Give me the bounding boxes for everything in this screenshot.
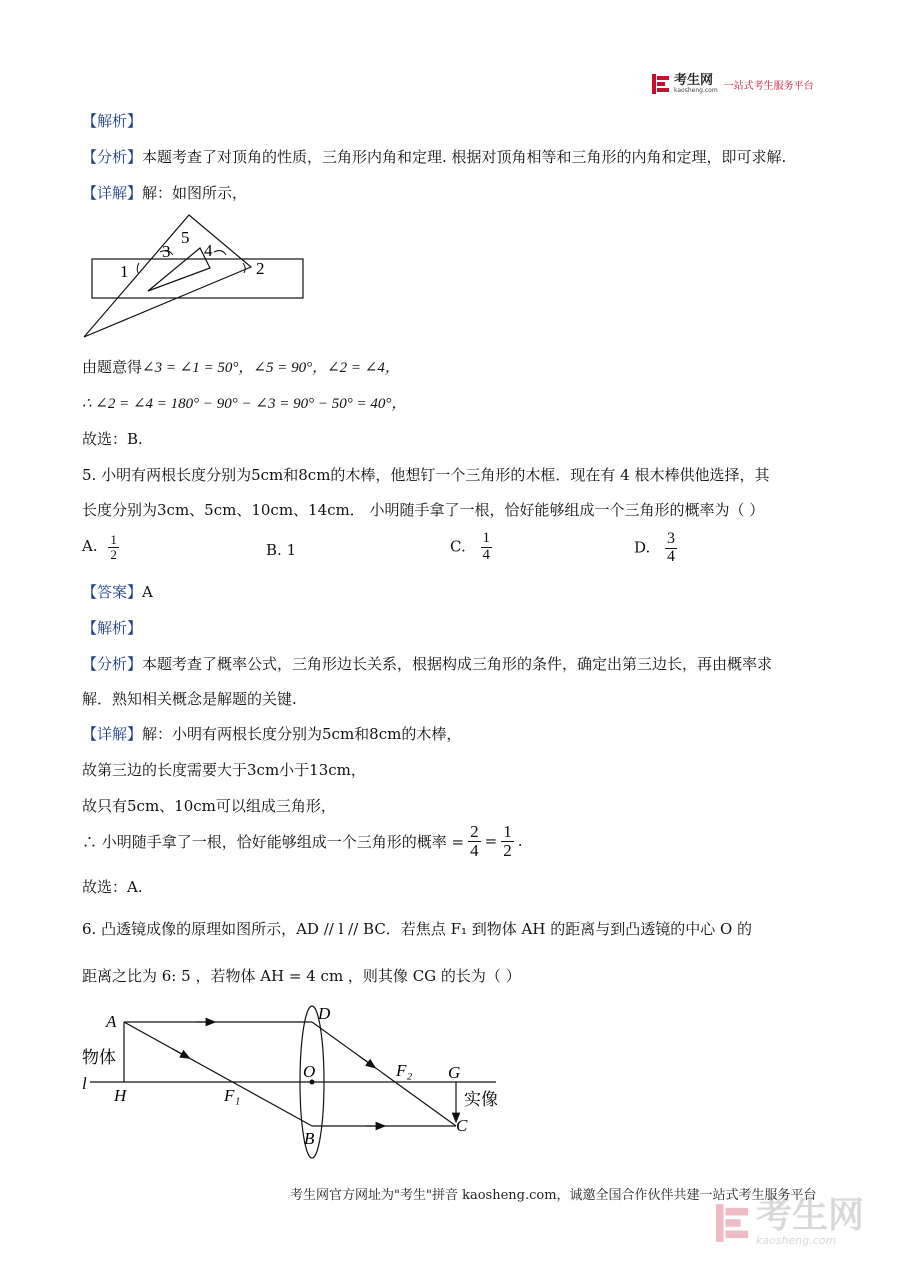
q5-fenxi-tag: 【分析】 bbox=[82, 655, 143, 673]
label-b: B bbox=[304, 1129, 315, 1148]
label-a: A bbox=[106, 1012, 117, 1031]
q5-line4-suffix: . bbox=[517, 832, 523, 851]
q4-fenxi-tag: 【分析】 bbox=[82, 148, 143, 166]
header-logo bbox=[652, 72, 814, 96]
label-c: C bbox=[456, 1116, 468, 1135]
option-a-den: 2 bbox=[110, 546, 117, 562]
label-o: O bbox=[303, 1062, 316, 1081]
large-triangle bbox=[84, 215, 251, 337]
watermark-logo-icon bbox=[716, 1203, 750, 1243]
q5-line4-prefix: ∴ 小明随手拿了一根，恰好能够组成一个三角形的概率 = bbox=[82, 832, 465, 851]
frac2-den: 2 bbox=[503, 840, 512, 860]
option-d-num: 3 bbox=[667, 530, 676, 547]
fig-label-3: 3 bbox=[162, 242, 171, 261]
q5-option-a bbox=[82, 533, 119, 561]
q4-figure bbox=[76, 210, 316, 342]
q4-fenxi bbox=[82, 146, 786, 167]
q4-line1 bbox=[82, 356, 400, 377]
watermark-url: kaosheng.com bbox=[756, 1234, 837, 1247]
q5-line4 bbox=[82, 823, 522, 860]
q5-line4-frac2 bbox=[501, 823, 514, 860]
angle-arc-4 bbox=[214, 251, 226, 255]
q4-answer: 故选：B. bbox=[82, 430, 143, 448]
angle-arc-2 bbox=[243, 263, 245, 273]
option-d-den: 4 bbox=[667, 547, 676, 565]
q5-xiangjie-tag: 【详解】 bbox=[82, 725, 143, 743]
option-d-label: D. bbox=[634, 538, 651, 557]
q5-line2: 故第三边的长度需要大于3cm小于13cm， bbox=[82, 761, 366, 779]
q5-line3: 故只有5cm、10cm可以组成三角形， bbox=[82, 797, 336, 815]
logo-url: kaosheng.com bbox=[674, 86, 718, 94]
option-b-value: 1 bbox=[286, 541, 297, 559]
option-c-den: 4 bbox=[482, 546, 490, 563]
q4-line1-math: ∠3 = ∠1 = 50°，∠5 = 90°，∠2 = ∠4， bbox=[142, 360, 400, 376]
label-f2: F₂ bbox=[396, 1061, 413, 1080]
watermark-name: 考生网 bbox=[756, 1195, 865, 1236]
fig-label-2: 2 bbox=[256, 259, 265, 278]
q5-line4-eq: = bbox=[484, 832, 498, 851]
frac2-num: 1 bbox=[503, 822, 512, 841]
q5-fenxi-line2: 解．熟知相关概念是解题的关键. bbox=[82, 690, 297, 708]
frac1-num: 2 bbox=[470, 822, 479, 841]
small-triangle bbox=[148, 248, 210, 291]
q4-line2: ∴ ∠2 = ∠4 = 180° − 90° − ∠3 = 90° − 50° = 40°， bbox=[82, 396, 407, 412]
q4-xiangjie bbox=[82, 182, 247, 203]
q4-xiangjie-tag: 【详解】 bbox=[82, 184, 143, 202]
q5-option-c bbox=[450, 531, 492, 564]
option-c-num: 1 bbox=[482, 530, 490, 546]
footer-text: 考生网官方网址为"考生"拼音 kaosheng.com，诚邀全国合作伙伴共建一站式考生服务平台 bbox=[290, 1188, 817, 1203]
q5-answer: 故选：A. bbox=[82, 878, 143, 896]
q5-jiexi-tag: 【解析】 bbox=[82, 619, 143, 637]
ray-d-c-arrow bbox=[359, 1056, 372, 1065]
object-label: 物体 bbox=[82, 1048, 116, 1068]
q5-daan bbox=[82, 581, 153, 602]
ray-a-b bbox=[124, 1022, 312, 1126]
q4-fenxi-text: 本题考查了对顶角的性质，三角形内角和定理. 根据对顶角相等和三角形的内角和定理，即可求解. bbox=[142, 148, 787, 166]
q4-line1-prefix: 由题意得 bbox=[82, 358, 143, 376]
fig-label-5: 5 bbox=[181, 228, 190, 247]
label-l: l bbox=[82, 1074, 87, 1093]
option-b-label: B. bbox=[266, 541, 282, 559]
label-d: D bbox=[318, 1004, 331, 1023]
option-a-num: 1 bbox=[110, 532, 117, 547]
q5-daan-tag: 【答案】 bbox=[82, 583, 143, 601]
angle-arc-1 bbox=[137, 263, 139, 273]
label-f1: F₁ bbox=[224, 1086, 241, 1105]
option-a-fraction bbox=[108, 533, 119, 561]
q5-stem-line1: 5. 小明有两根长度分别为5cm和8cm的木棒，他想钉一个三角形的木框．现在有 4 根木棒供他选择，其 bbox=[82, 466, 770, 484]
logo-mark-icon bbox=[652, 74, 670, 94]
q6-stem-line1: 6. 凸透镜成像的原理如图所示，AD // l // BC．若焦点 F₁ 到物体 AH 的距离与到凸透镜的中心 O 的 bbox=[82, 920, 753, 938]
fig-label-4: 4 bbox=[204, 241, 213, 260]
q5-fenxi-line1: 本题考查了概率公式，三角形边长关系，根据构成三角形的条件，确定出第三边长，再由概率求 bbox=[142, 655, 773, 673]
q6-stem-line2: 距离之比为 6: 5 ，若物体 AH = 4 cm ，则其像 CG 的长为（ ） bbox=[82, 967, 521, 985]
footer-watermark bbox=[716, 1195, 865, 1247]
q5-option-b bbox=[266, 541, 296, 559]
label-h: H bbox=[114, 1086, 127, 1105]
option-c-label: C. bbox=[450, 537, 466, 556]
q5-line4-frac1 bbox=[468, 823, 481, 860]
label-g: G bbox=[448, 1063, 461, 1082]
fig-label-1: 1 bbox=[120, 262, 129, 281]
frac1-den: 4 bbox=[470, 840, 479, 860]
image-label: 实像 bbox=[464, 1090, 498, 1110]
q5-xiangjie-line1: 解：小明有两根长度分别为5cm和8cm的木棒， bbox=[142, 725, 462, 743]
q5-option-d bbox=[634, 531, 677, 566]
option-d-fraction bbox=[665, 531, 677, 566]
ray-d-c bbox=[312, 1022, 456, 1126]
q5-stem-line2: 长度分别为3cm、5cm、10cm、14cm． 小明随手拿了一根，恰好能够组成一个三角形的概率为（ ） bbox=[82, 501, 765, 519]
option-a-label: A. bbox=[82, 537, 98, 556]
logo-name: 考生网 bbox=[674, 72, 714, 88]
q6-lens-figure bbox=[76, 1000, 516, 1170]
ray-a-b-arrow bbox=[172, 1049, 186, 1057]
logo-slogan: 一站式考生服务平台 bbox=[723, 80, 814, 92]
q5-xiangjie bbox=[82, 723, 461, 744]
q4-xiangjie-text: 解：如图所示， bbox=[142, 184, 248, 202]
q5-daan-value: A bbox=[142, 583, 153, 601]
q5-fenxi bbox=[82, 653, 772, 674]
option-c-fraction bbox=[481, 531, 493, 564]
q4-jiexi-tag: 【解析】 bbox=[82, 112, 143, 130]
